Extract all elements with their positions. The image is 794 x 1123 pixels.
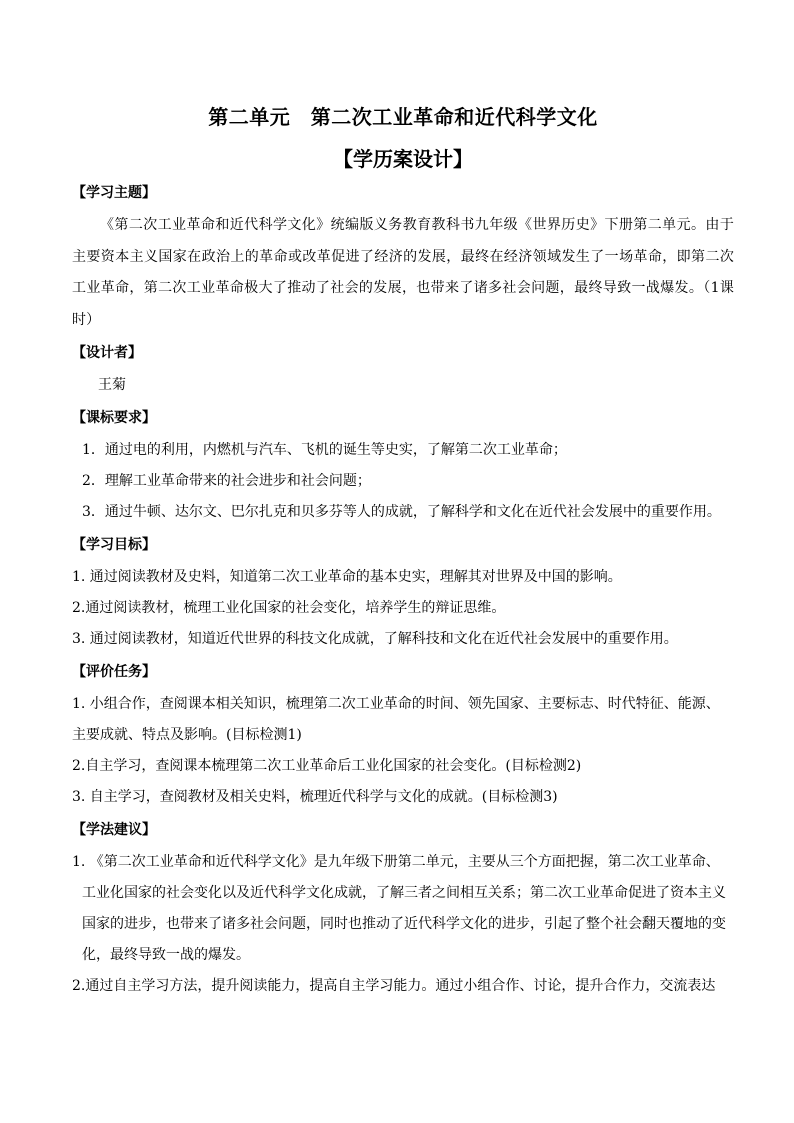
suggestion-item-1-line-4: 化，最终导致一战的爆发。 — [82, 947, 250, 963]
curriculum-item-2: 2．理解工业革命带来的社会进步和社会问题； — [82, 473, 371, 489]
suggestion-item-1-line-2: 工业化国家的社会变化以及近代科学文化成就，了解三者之间相互关系；第二次工业革命促进了资本主义 — [82, 885, 726, 901]
designer-name: 王菊 — [98, 377, 126, 393]
suggestion-item-2-line-1: 2.通过自主学习方法，提升阅读能力，提高自主学习能力。通过小组合作、讨论，提升合作力，交流表达 — [72, 978, 716, 994]
section-evaluation-tasks — [72, 661, 734, 813]
document-subtitle: 【学历案设计】 — [333, 147, 473, 171]
section-heading-designer: 【设计者】 — [72, 345, 142, 361]
section-heading-theme: 【学习主题】 — [72, 185, 156, 201]
task-item-1-line-2: 主要成就、特点及影响。(目标检测1) — [72, 727, 302, 743]
task-item-1-line-1: 1. 小组合作，查阅课本相关知识，梳理第二次工业革命的时间、领先国家、主要标志、时代特征、能源、 — [72, 696, 720, 712]
section-learning-objectives — [72, 534, 734, 655]
theme-paragraph: 《第二次工业革命和近代科学文化》统编版义务教育教科书九年级《世界历史》下册第二单元。由于主要资本主义国家在政治上的革命或改革促进了经济的发展，最终在经济领域发生了一场革命，即第二次工业革命，第二次工业革命极大了推动了社会的发展，也带来了诸多社会问题，最终导致一战爆发。（1课时） — [72, 217, 734, 328]
curriculum-item-1: 1．通过电的利用，内燃机与汽车、飞机的诞生等史实，了解第二次工业革命； — [82, 442, 567, 458]
section-heading-curriculum: 【课标要求】 — [72, 410, 156, 426]
suggestion-item-1-line-1: 1. 《第二次工业革命和近代科学文化》是九年级下册第二单元，主要从三个方面把握，第二次工业革命、 — [72, 854, 720, 870]
objective-item-2: 2.通过阅读教材，梳理工业化国家的社会变化，培养学生的辩证思维。 — [72, 600, 506, 616]
section-learning-theme — [72, 182, 734, 336]
objective-item-1: 1. 通过阅读教材及史料，知道第二次工业革命的基本史实，理解其对世界及中国的影响。 — [72, 569, 622, 585]
section-heading-suggestions: 【学法建议】 — [72, 822, 156, 838]
objective-item-3: 3. 通过阅读教材，知道近代世界的科技文化成就，了解科技和文化在近代社会发展中的重要作用。 — [72, 631, 678, 647]
section-designer — [72, 342, 734, 401]
section-study-suggestions — [72, 819, 734, 1002]
curriculum-item-3: 3．通过牛顿、达尔文、巴尔扎克和贝多芬等人的成就，了解科学和文化在近代社会发展中的重要作用。 — [82, 504, 721, 520]
section-heading-objectives: 【学习目标】 — [72, 537, 156, 553]
task-item-2: 2.自主学习，查阅课本梳理第二次工业革命后工业化国家的社会变化。(目标检测2) — [72, 758, 582, 774]
section-curriculum-requirements — [72, 407, 734, 528]
suggestion-item-1-line-3: 国家的进步，也带来了诸多社会问题，同时也推动了近代科学文化的进步，引起了整个社会翻天覆地的变 — [82, 916, 726, 932]
section-heading-tasks: 【评价任务】 — [72, 664, 156, 680]
task-item-3: 3. 自主学习，查阅教材及相关史料，梳理近代科学与文化的成就。(目标检测3) — [72, 789, 558, 805]
document-title: 第二单元 第二次工业革命和近代科学文化 — [208, 105, 598, 129]
